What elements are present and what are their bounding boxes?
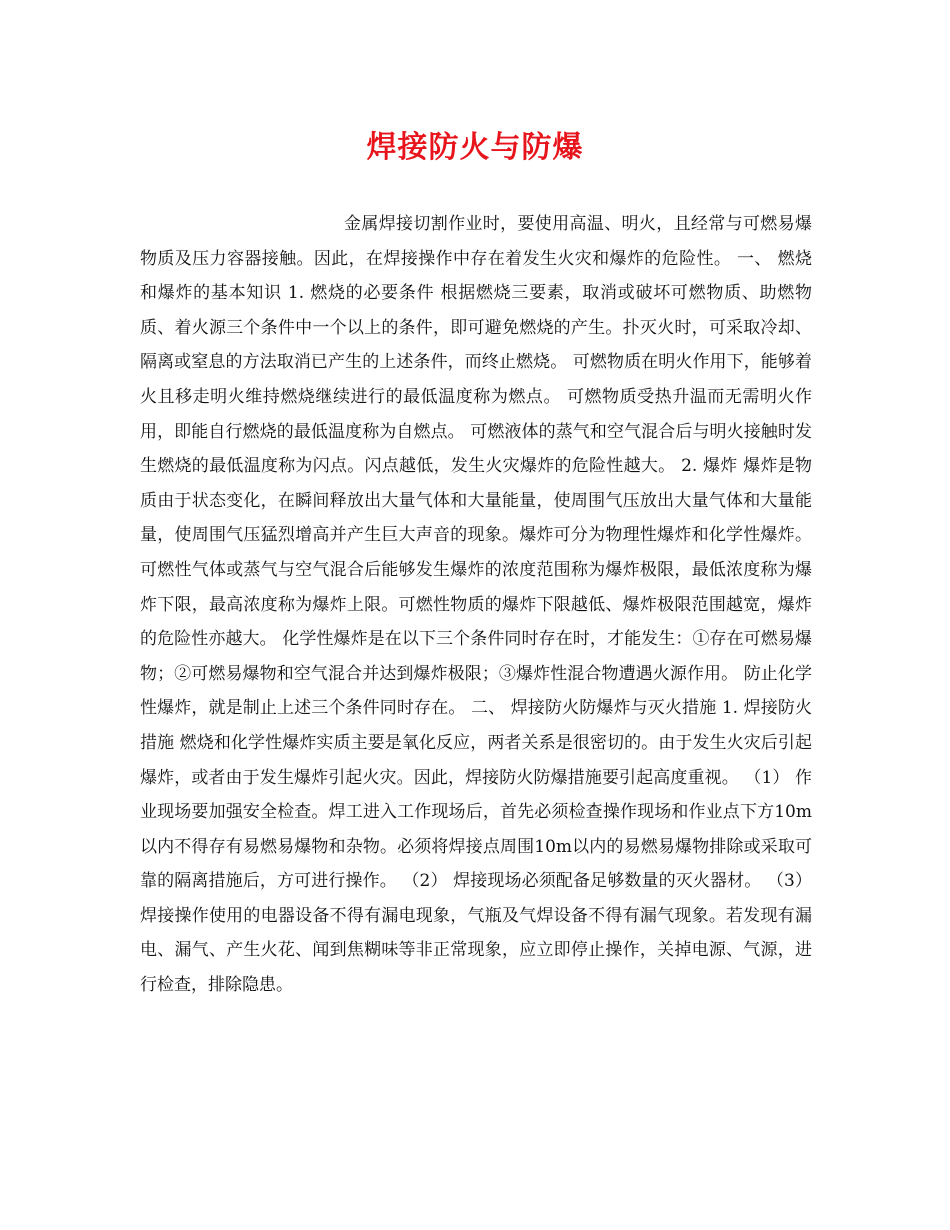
page-title: 焊接防火与防爆 [366,130,584,165]
body-paragraph: 金属焊接切割作业时，要使用高温、明火，且经常与可燃易爆物质及压力容器接触。因此，在焊接操作中存在着发生火灾和爆炸的危险性。 一、 燃烧和爆炸的基本知识 1. 燃烧的必要条件 根据燃烧三要素，取消或破坏可燃物质、助燃物质、着火源三个条件中一个以上的条件，即可避免燃烧的产生。扑灭火时，可采取冷却、隔离或窒息的方法取消已产生的上述条件，而终止燃烧。 可燃物质在明火作用下，能够着火且移走明火维持燃烧继续进行的最低温度称为燃点。 可燃物质受热升温而无需明火作用，即能自行燃烧的最低温度称为自燃点。 可燃液体的蒸气和空气混合后与明火接触时发生燃烧的最低温度称为闪点。闪点越低，发生火灾爆炸的危险性越大。 2. 爆炸 爆炸是物质由于状态变化，在瞬间释放出大量气体和大量能量，使周围气压放出大量气体和大量能量，使周围气压猛烈增高并产生巨大声音的现象。爆炸可分为物理性爆炸和化学性爆炸。 可燃性气体或蒸气与空气混合后能够发生爆炸的浓度范围称为爆炸极限，最低浓度称为爆炸下限，最高浓度称为爆炸上限。可燃性物质的爆炸下限越低、爆炸极限范围越宽，爆炸的危险性亦越大。 化学性爆炸是在以下三个条件同时存在时，才能发生：①存在可燃易爆物；②可燃易爆物和空气混合并达到爆炸极限；③爆炸性混合物遭遇火源作用。 防止化学性爆炸，就是制止上述三个条件同时存在。 二、 焊接防火防爆炸与灭火措施 1. 焊接防火措施 燃烧和化学性爆炸实质主要是氧化反应，两者关系是很密切的。由于发生火灾后引起爆炸，或者由于发生爆炸引起火灾。因此，焊接防火防爆措施要引起高度重视。 （1） 作业现场要加强安全检查。焊工进入工作现场后，首先必须检查操作现场和作业点下方10m以内不得存有易燃易爆物和杂物。必须将焊接点周围10m以内的易燃易爆物排除或采取可靠的隔离措施后，方可进行操作。 （2） 焊接现场必须配备足够数量的灭火器材。 （3） 焊接操作使用的电器设备不得有漏电现象，气瓶及气焊设备不得有漏气现象。若发现有漏电、漏气、产生火花、闻到焦糊味等非正常现象，应立即停止操作，关掉电源、气源，进行检查，排除隐患。 [140,214,812,996]
